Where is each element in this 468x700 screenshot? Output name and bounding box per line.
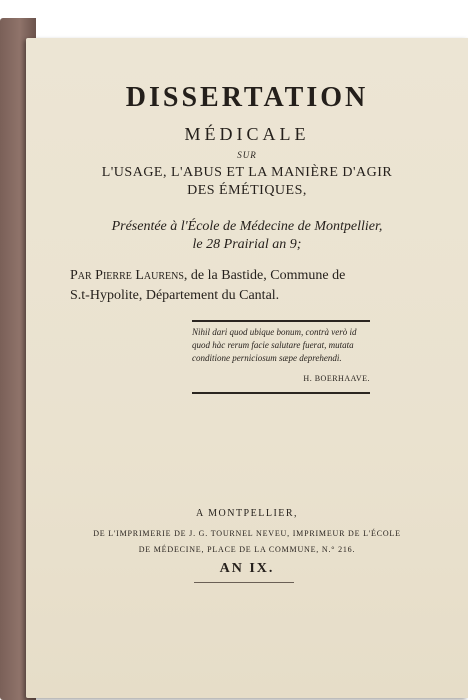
title: DISSERTATION: [125, 82, 369, 113]
printer-line-1: DE L'IMPRIMERIE DE J. G. TOURNEL NEVEU, IMPRIMEUR DE L'ÉCOLE: [93, 529, 401, 538]
epigraph-text: Nihil dari quod ubique bonum, contrà verò id quod hàc rerum facie salutare fuerat, mutata conditione perniciosum sæpe deprehendi.: [192, 327, 357, 363]
sur-word: SUR: [237, 150, 257, 160]
topic: [26, 164, 468, 200]
author-name: Par Pierre Laurens: [70, 268, 184, 283]
topic-line-1: L'USAGE, L'ABUS ET LA MANIÈRE D'AGIR: [101, 165, 393, 180]
year-rule: [194, 582, 294, 583]
author-rest: , de la Bastide, Commune de: [183, 268, 346, 283]
epigraph-attribution: H. BOERHAAVE.: [303, 374, 370, 383]
imprint-printer: [26, 526, 468, 558]
printer-line-2: DE MÉDECINE, PLACE DE LA COMMUNE, N.° 216.: [138, 545, 356, 554]
subtitle: MÉDICALE: [184, 124, 310, 144]
topic-line-2: DES ÉMÉTIQUES,: [187, 183, 307, 198]
presentation-line-2: le 28 Prairial an 9;: [192, 237, 302, 252]
author-block: [70, 266, 400, 306]
author-line-1: [70, 266, 400, 286]
title-page: [26, 38, 468, 698]
author-line-2: S.t-Hypolite, Département du Cantal.: [70, 288, 280, 303]
epigraph-bottom-rule: [192, 392, 370, 394]
presentation-line-1: Présentée à l'École de Médecine de Montpellier,: [111, 219, 383, 234]
imprint-place: A MONTPELLIER,: [195, 508, 299, 519]
presentation: [26, 218, 468, 254]
epigraph-top-rule: [192, 320, 370, 322]
imprint-year: AN IX.: [219, 561, 275, 576]
